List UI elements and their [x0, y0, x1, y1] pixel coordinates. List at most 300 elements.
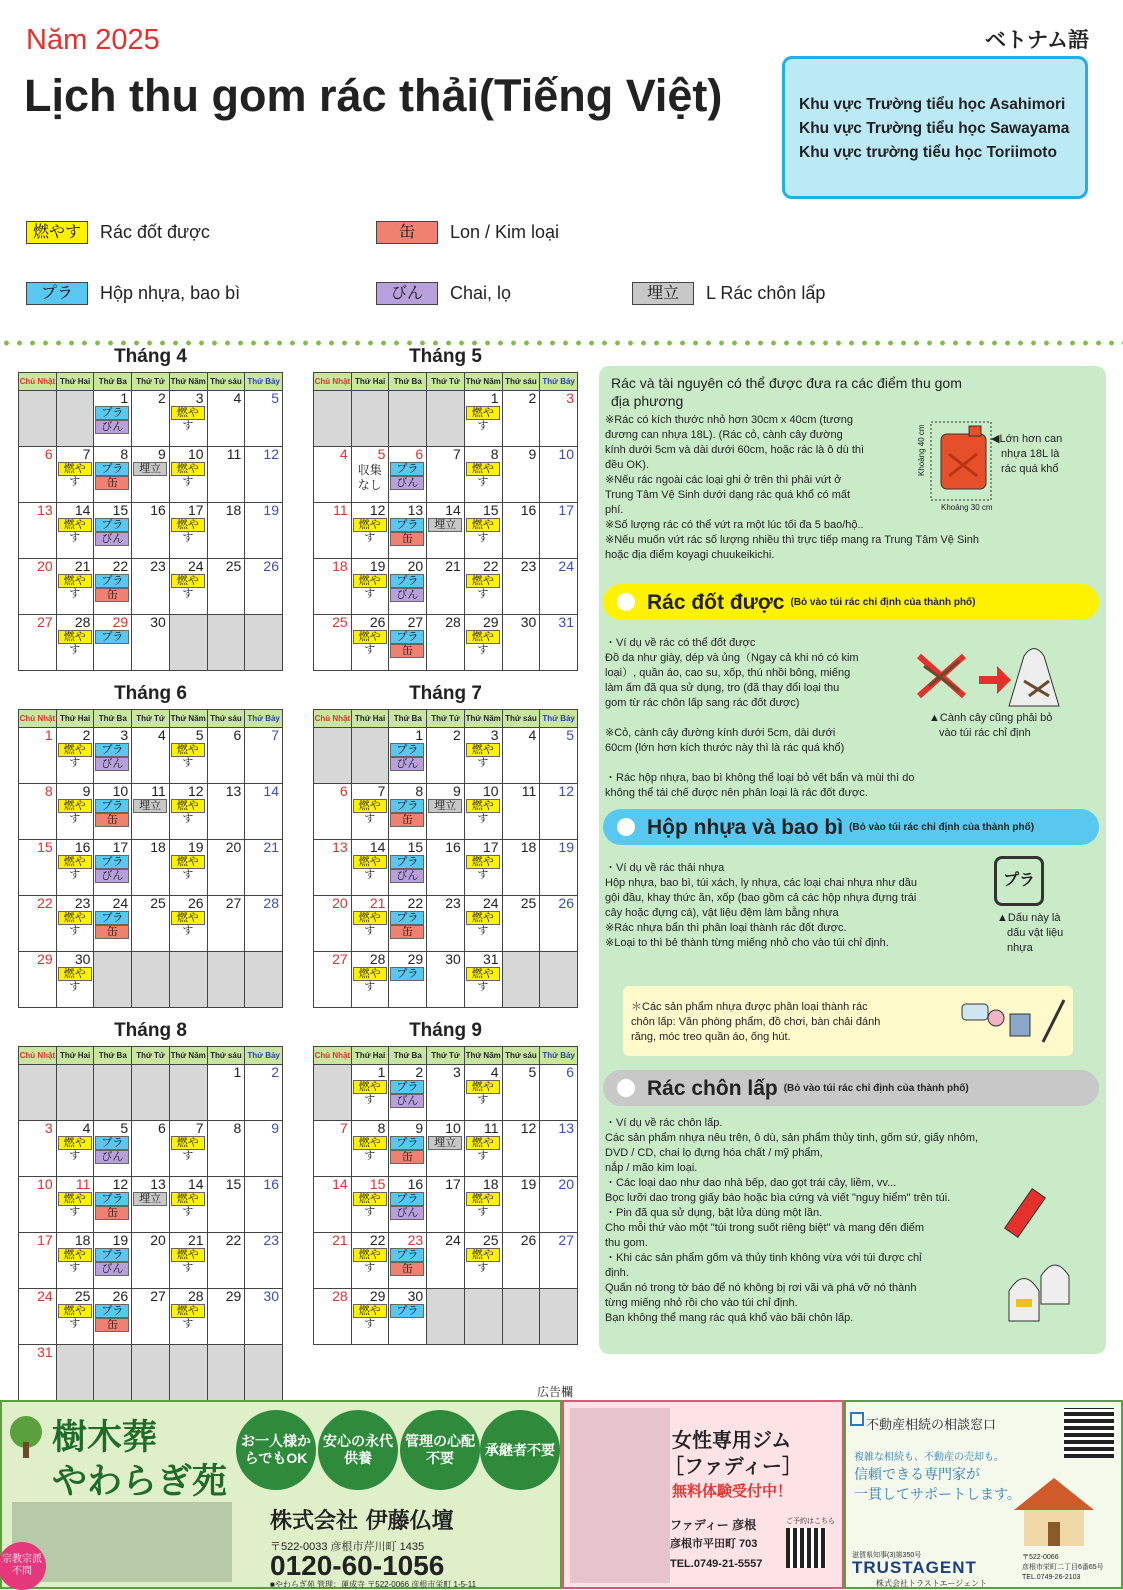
- day-cell: [352, 896, 390, 952]
- day-number: 25: [74, 1288, 91, 1304]
- burnable-tag: 燃やす: [353, 1080, 387, 1094]
- day-number: 22: [37, 895, 53, 911]
- day-number: 14: [263, 783, 279, 799]
- text-line: ・Ví dụ về rác thải nhựa: [605, 862, 725, 874]
- weekday-header: Thứ Bảy: [540, 373, 578, 391]
- burnable-tag: 燃やす: [353, 630, 387, 644]
- day-number: 1: [377, 1064, 386, 1080]
- day-cell: [389, 1289, 427, 1345]
- calendar-grid: [313, 709, 578, 1008]
- ad3-title: 不動産相続の相談窓口: [866, 1417, 997, 1432]
- day-cell: [352, 503, 390, 559]
- ad1-phone[interactable]: 0120-60-1056: [270, 1550, 445, 1581]
- weekday-header: Thứ Ba: [389, 373, 427, 391]
- bullet-icon: [617, 593, 635, 611]
- plastic-tag: プラ: [95, 1136, 129, 1150]
- day-cell: [245, 728, 283, 784]
- bottle-tag: びん: [390, 588, 424, 602]
- ad2-shop: ファディー 彦根: [670, 1518, 757, 1532]
- day-number: 14: [187, 1176, 204, 1192]
- day-number: 5: [271, 390, 279, 406]
- text-line: từng miếng nhỏ rồi cho vào túi chỉ định.: [605, 1297, 798, 1309]
- day-cell: [57, 1289, 95, 1345]
- ad1-title: 樹木葬: [52, 1417, 158, 1458]
- box-line: chôn lấp: Văn phòng phẩm, đồ chơi, bàn chải đánh: [631, 1016, 881, 1028]
- plastic-tag: プラ: [95, 855, 129, 869]
- section-subtitle: (Bỏ vào túi rác chỉ định của thành phố): [783, 1082, 969, 1094]
- legend-can: [376, 221, 559, 244]
- ad3-brand: TRUSTAGENT: [852, 1558, 977, 1577]
- day-cell: [352, 1177, 390, 1233]
- text-line: gội đầu, khay thức ăn, xốp (bao gồm cả các hộp nhựa đựng trái: [605, 892, 917, 904]
- day-number: 13: [558, 1120, 574, 1136]
- day-cell: [314, 503, 352, 559]
- burnable-tag: 燃やす: [466, 518, 500, 532]
- day-number: 6: [233, 727, 242, 743]
- text-line: Bạn không thể mang rác quá khổ vào bãi chôn lấp.: [605, 1312, 854, 1324]
- day-number: 27: [37, 614, 53, 630]
- plastic-tag: プラ: [390, 1136, 424, 1150]
- burnable-tag: 燃やす: [353, 799, 387, 813]
- day-cell: [427, 503, 465, 559]
- day-cell: [170, 1289, 208, 1345]
- burnable-tag: 燃やす: [171, 855, 205, 869]
- month-calendar: [18, 346, 283, 671]
- area-line: Khu vực trường tiểu học Toriimoto: [799, 144, 1057, 161]
- day-number: 27: [225, 895, 242, 911]
- can-tag: 缶: [95, 588, 129, 602]
- day-cell: [465, 784, 503, 840]
- day-number: 8: [44, 783, 53, 799]
- day-number: 18: [332, 558, 348, 574]
- day-cell: [57, 952, 95, 1008]
- day-number: 22: [112, 558, 129, 574]
- day-number: 5: [566, 727, 574, 743]
- day-number: 1: [120, 390, 129, 406]
- day-number: 10: [187, 446, 204, 462]
- day-cell: [427, 840, 465, 896]
- ad3-tel[interactable]: TEL.0749-26-2103: [1022, 1574, 1081, 1581]
- plastic-tag: プラ: [390, 967, 424, 981]
- day-cell: [503, 728, 541, 784]
- day-cell: [208, 840, 246, 896]
- stationery-toys-icon: [958, 992, 1068, 1055]
- burnable-tag: 燃やす: [466, 743, 500, 757]
- can-tag: 缶: [390, 1150, 424, 1164]
- text-line: Cho mỗi thứ vào một "túi trong suốt riêng biệt" và mang đến điểm: [605, 1222, 925, 1234]
- day-number: 6: [339, 783, 348, 799]
- empty-cell: [208, 1345, 246, 1401]
- day-number: 15: [482, 502, 499, 518]
- day-cell: [389, 728, 427, 784]
- day-cell: [245, 503, 283, 559]
- day-number: 27: [407, 614, 424, 630]
- empty-cell: [389, 391, 427, 447]
- empty-cell: [503, 952, 541, 1008]
- day-cell: [465, 615, 503, 671]
- weekday-header: Thứ sáu: [208, 1047, 246, 1065]
- day-number: 30: [520, 614, 537, 630]
- day-cell: [352, 952, 390, 1008]
- day-cell: [94, 1233, 132, 1289]
- weekday-header: Thứ Hai: [57, 710, 95, 728]
- ad-real-estate[interactable]: [844, 1400, 1123, 1589]
- day-cell: [503, 840, 541, 896]
- day-cell: [503, 391, 541, 447]
- empty-cell: [132, 1065, 170, 1121]
- day-number: 25: [332, 614, 348, 630]
- day-number: 10: [482, 783, 499, 799]
- legend-label: Lon / Kim loại: [450, 222, 560, 242]
- day-cell: [132, 1289, 170, 1345]
- bottle-tag: びん: [95, 420, 129, 434]
- day-number: 30: [150, 614, 166, 630]
- burnable-tag: 燃やす: [58, 743, 92, 757]
- day-cell: [57, 1177, 95, 1233]
- day-number: 25: [225, 558, 242, 574]
- day-cell: [352, 840, 390, 896]
- text-line: Đồ da như giày, dép và ủng（Ngay cả khi nó có kim: [605, 652, 859, 664]
- plastic-tag: プラ: [390, 799, 424, 813]
- day-number: 20: [150, 1232, 166, 1248]
- legend-label: Rác đốt được: [100, 222, 210, 242]
- ad3-company: 株式会社トラストエージェント: [876, 1579, 988, 1588]
- day-number: 24: [445, 1232, 461, 1248]
- day-number: 19: [112, 1232, 129, 1248]
- area-line: Khu vực Trường tiểu học Sawayama: [799, 120, 1070, 137]
- day-number: 17: [187, 502, 204, 518]
- day-cell: [132, 784, 170, 840]
- day-cell: [19, 1177, 57, 1233]
- burnable-tag: 燃やす: [466, 406, 500, 420]
- day-cell: [389, 1233, 427, 1289]
- day-cell: [245, 784, 283, 840]
- plastic-tag: プラ: [95, 406, 129, 420]
- year-label: Năm 2025: [26, 24, 160, 56]
- day-cell: [503, 447, 541, 503]
- weekday-header: Chủ Nhật: [314, 373, 352, 391]
- day-number: 10: [37, 1176, 53, 1192]
- day-number: 9: [453, 783, 461, 799]
- day-number: 29: [407, 951, 424, 967]
- weekday-header: Thứ Tứ: [132, 1047, 170, 1065]
- day-cell: [389, 840, 427, 896]
- gym-photo: [570, 1408, 670, 1583]
- jerry-can-icon: [929, 414, 979, 504]
- day-number: 11: [521, 783, 537, 799]
- day-cell: [352, 1065, 390, 1121]
- day-number: 21: [187, 1232, 204, 1248]
- day-number: 20: [225, 839, 242, 855]
- day-number: 2: [528, 390, 537, 406]
- ad1-footer: ■やわらぎ苑 管理：蓮成寺 〒522-0066 彦根市栄町 1-5-11: [270, 1580, 477, 1589]
- day-number: 26: [263, 558, 279, 574]
- empty-cell: [427, 1289, 465, 1345]
- weekday-header: Thứ Hai: [57, 1047, 95, 1065]
- day-number: 19: [187, 839, 204, 855]
- ad-cemetery[interactable]: [0, 1400, 562, 1589]
- plastic-tag: プラ: [95, 462, 129, 476]
- weekday-header: Thứ Ba: [389, 1047, 427, 1065]
- day-number: 13: [225, 783, 242, 799]
- day-cell: [170, 784, 208, 840]
- day-number: 20: [407, 558, 424, 574]
- day-number: 7: [82, 446, 91, 462]
- empty-cell: [57, 391, 95, 447]
- box-line: ＊Các sản phẩm nhựa được phân loại thành rác: [631, 1001, 868, 1013]
- bottle-tag: びん: [390, 476, 424, 490]
- qr-code-icon[interactable]: [786, 1528, 826, 1568]
- day-number: 22: [482, 558, 499, 574]
- text-line: cây hoặc đựng cá), vật liệu đệm làm bằng nhựa: [605, 907, 839, 919]
- text-line: ・Khi các sản phẩm gốm và thủy tinh không vừa với túi được chỉ: [605, 1252, 922, 1264]
- plastic-tag: プラ: [95, 1304, 129, 1318]
- day-number: 1: [44, 727, 53, 743]
- day-number: 2: [82, 727, 91, 743]
- ad1-circle: お一人様からでもOK: [236, 1410, 316, 1490]
- day-number: 12: [263, 446, 279, 462]
- day-number: 12: [187, 783, 204, 799]
- day-cell: [245, 840, 283, 896]
- empty-cell: [94, 1345, 132, 1401]
- day-cell: [352, 615, 390, 671]
- day-cell: [170, 1233, 208, 1289]
- day-number: 30: [445, 951, 461, 967]
- day-cell: [465, 391, 503, 447]
- day-number: 13: [332, 839, 348, 855]
- branch-to-bag-icon: [909, 636, 1079, 721]
- area-box: [782, 56, 1088, 199]
- plastic-tag: プラ: [95, 630, 129, 644]
- day-cell: [245, 559, 283, 615]
- day-cell: [465, 559, 503, 615]
- day-number: 12: [112, 1176, 129, 1192]
- day-cell: [132, 391, 170, 447]
- legend-label: Hộp nhựa, bao bì: [100, 283, 241, 303]
- day-cell: [19, 952, 57, 1008]
- day-cell: [389, 784, 427, 840]
- month-title: Tháng 6: [114, 683, 187, 704]
- box-line: răng, móc treo quần áo, ống hút.: [631, 1031, 791, 1043]
- burnable-tag: 燃やす: [171, 743, 205, 757]
- day-cell: [208, 1177, 246, 1233]
- qr-code-icon[interactable]: [1064, 1408, 1114, 1458]
- plastic-tag: プラ: [390, 630, 424, 644]
- day-number: 23: [520, 558, 537, 574]
- no-collection-note: 収集なし: [357, 463, 382, 492]
- day-number: 4: [528, 727, 537, 743]
- plastic-note: ▲Dấu này là: [997, 912, 1061, 924]
- bottle-tag: びん: [390, 757, 424, 771]
- day-number: 18: [150, 839, 166, 855]
- day-cell: [208, 391, 246, 447]
- burnable-tag: 燃やす: [58, 911, 92, 925]
- day-number: 3: [453, 1064, 461, 1080]
- day-cell: [57, 728, 95, 784]
- empty-cell: [94, 952, 132, 1008]
- burn-note: ▲Cành cây cũng phải bỏ: [929, 712, 1053, 724]
- burnable-tag: 燃やす: [58, 799, 92, 813]
- day-cell: [57, 1121, 95, 1177]
- burnable-tag: 燃やす: [58, 855, 92, 869]
- month-title: Tháng 9: [409, 1020, 482, 1041]
- day-cell: [208, 784, 246, 840]
- text-line: hoặc địa điểm koyagi chuukeikichi.: [605, 549, 775, 561]
- calendar-grid: [18, 1046, 283, 1401]
- ad3-address: 〒522-0066: [1022, 1554, 1059, 1561]
- burnable-tag: 燃やす: [466, 630, 500, 644]
- burnable-tag: 燃やす: [171, 1304, 205, 1318]
- day-cell: [352, 447, 390, 503]
- ad1-circle: 安心の永代供養: [318, 1410, 398, 1490]
- day-number: 9: [271, 1120, 279, 1136]
- day-cell: [208, 1065, 246, 1121]
- wrapped-knife-and-bags-icon: [999, 1181, 1079, 1336]
- day-number: 18: [74, 1232, 91, 1248]
- ad3-copy: 一貫してサポートします。: [854, 1487, 1021, 1503]
- day-number: 11: [151, 783, 166, 799]
- weekday-header: Thứ Năm: [170, 710, 208, 728]
- day-number: 28: [263, 895, 279, 911]
- weekday-header: Thứ sáu: [503, 710, 541, 728]
- area-line: Khu vực Trường tiểu học Asahimori: [799, 96, 1066, 113]
- day-cell: [245, 1065, 283, 1121]
- day-cell: [19, 1233, 57, 1289]
- plastic-exception-box: [623, 986, 1073, 1056]
- day-number: 13: [37, 502, 53, 518]
- can-width-label: Khoảng 30 cm: [941, 503, 993, 512]
- day-number: 2: [453, 727, 461, 743]
- day-cell: [389, 615, 427, 671]
- day-number: 18: [520, 839, 537, 855]
- day-number: 16: [407, 1176, 424, 1192]
- weekday-header: Thứ Năm: [465, 710, 503, 728]
- landfill-tag: 埋立: [133, 1192, 167, 1206]
- weekday-header: Thứ Hai: [352, 373, 390, 391]
- day-cell: [465, 1065, 503, 1121]
- ad2-tel[interactable]: TEL.0749-21-5557: [670, 1558, 763, 1570]
- day-number: 26: [369, 614, 386, 630]
- day-number: 15: [112, 502, 129, 518]
- day-cell: [132, 1121, 170, 1177]
- plastic-tag: プラ: [390, 1192, 424, 1206]
- legend-burnable: [26, 221, 210, 244]
- day-cell: [503, 1177, 541, 1233]
- day-number: 28: [187, 1288, 204, 1304]
- day-cell: [170, 391, 208, 447]
- burnable-tag: 燃やす: [58, 574, 92, 588]
- day-cell: [427, 784, 465, 840]
- day-cell: [57, 559, 95, 615]
- day-number: 9: [82, 783, 91, 799]
- text-line: Trung Tâm Vệ Sinh dưới dạng rác quá khổ có mất: [605, 489, 851, 501]
- ad2-title: 女性専用ジム: [672, 1430, 792, 1452]
- day-number: 23: [150, 558, 166, 574]
- day-cell: [503, 503, 541, 559]
- weekday-header: Thứ Bảy: [540, 1047, 578, 1065]
- empty-cell: [170, 1065, 208, 1121]
- day-number: 24: [37, 1288, 53, 1304]
- day-number: 26: [187, 895, 204, 911]
- day-number: 17: [445, 1176, 461, 1192]
- burnable-tag: 燃やす: [171, 1192, 205, 1206]
- empty-cell: [540, 1289, 578, 1345]
- day-number: 1: [415, 727, 424, 743]
- day-cell: [427, 1233, 465, 1289]
- day-cell: [352, 1121, 390, 1177]
- day-cell: [132, 728, 170, 784]
- day-number: 26: [520, 1232, 537, 1248]
- day-number: 7: [271, 727, 279, 743]
- day-cell: [314, 952, 352, 1008]
- burnable-tag: 燃やす: [171, 1136, 205, 1150]
- text-line: ・Pin đã qua sử dụng, bật lửa dùng một lần.: [605, 1207, 823, 1219]
- day-cell: [19, 503, 57, 559]
- day-cell: [465, 1177, 503, 1233]
- section-plastic: [603, 809, 1099, 845]
- can-tag: 缶: [95, 476, 129, 490]
- weekday-header: Thứ Hai: [352, 710, 390, 728]
- day-cell: [314, 559, 352, 615]
- plastic-tag: プラ: [390, 743, 424, 757]
- weekday-header: Thứ Ba: [389, 710, 427, 728]
- day-number: 10: [112, 783, 129, 799]
- day-cell: [170, 1177, 208, 1233]
- day-cell: [389, 503, 427, 559]
- day-cell: [427, 952, 465, 1008]
- day-number: 8: [233, 1120, 242, 1136]
- weekday-header: Thứ Năm: [170, 373, 208, 391]
- day-number: 15: [369, 1176, 386, 1192]
- day-cell: [389, 1065, 427, 1121]
- day-cell: [245, 1177, 283, 1233]
- day-cell: [427, 728, 465, 784]
- day-cell: [94, 1121, 132, 1177]
- day-number: 11: [226, 446, 242, 462]
- burn-note: vào túi rác chỉ định: [939, 727, 1031, 739]
- legend-tag: 缶: [376, 221, 438, 244]
- day-number: 27: [150, 1288, 166, 1304]
- weekday-header: Thứ Ba: [94, 710, 132, 728]
- month-calendar: [313, 1020, 578, 1345]
- burnable-tag: 燃やす: [58, 967, 92, 981]
- day-cell: [19, 559, 57, 615]
- burnable-tag: 燃やす: [466, 462, 500, 476]
- bottle-tag: びん: [95, 1150, 129, 1164]
- day-cell: [465, 447, 503, 503]
- text-line: ・Ví dụ về rác chôn lấp.: [605, 1117, 723, 1129]
- ad-gym[interactable]: [562, 1400, 844, 1589]
- weekday-header: Thứ Tứ: [132, 373, 170, 391]
- landfill-tag: 埋立: [428, 799, 462, 813]
- day-cell: [132, 840, 170, 896]
- bottle-tag: びん: [390, 1094, 424, 1108]
- day-cell: [94, 1289, 132, 1345]
- day-number: 8: [377, 1120, 386, 1136]
- day-cell: [427, 896, 465, 952]
- day-number: 7: [377, 783, 386, 799]
- day-number: 24: [112, 895, 129, 911]
- day-number: 7: [195, 1120, 204, 1136]
- day-cell: [352, 559, 390, 615]
- landfill-tag: 埋立: [133, 799, 167, 813]
- day-cell: [540, 1065, 578, 1121]
- ad2-name: ［ファディー］: [664, 1456, 802, 1478]
- burnable-tag: 燃やす: [353, 1304, 387, 1318]
- day-number: 14: [369, 839, 386, 855]
- day-cell: [503, 1121, 541, 1177]
- info-panel: [599, 366, 1106, 1354]
